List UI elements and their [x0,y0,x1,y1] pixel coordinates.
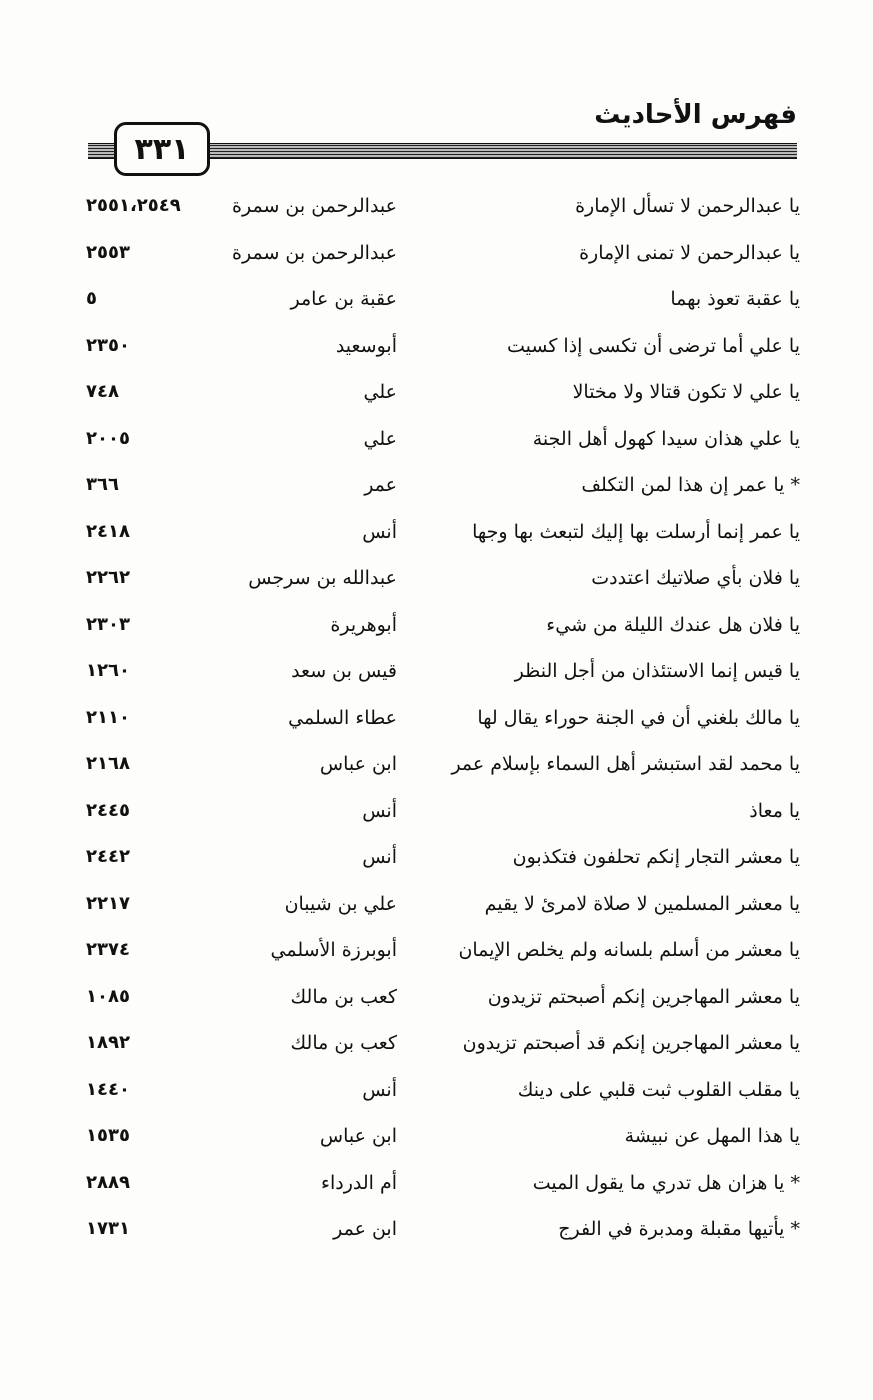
index-row [0,745,873,792]
narrator-name: عبدالرحمن بن سمرة [232,195,397,217]
narrator-name: قيس بن سعد [291,660,397,682]
reference-numbers: ١٥٣٥ [86,1125,130,1146]
narrator-name: أبوبرزة الأسلمي [270,939,397,961]
narrator-name: أم الدرداء [321,1171,397,1194]
reference-numbers: ٢١٦٨ [86,753,130,774]
narrator-name: أنس [362,799,397,822]
page-title: فهرس الأحاديث [594,100,797,130]
index-row [0,280,873,327]
narrator-name: كعب بن مالك [290,985,397,1008]
index-row [0,187,873,234]
index-row [0,513,873,560]
index-row [0,1164,873,1211]
reference-numbers: ٣٦٦ [86,474,119,495]
reference-numbers: ٢٥٥٣ [86,241,130,263]
hadith-text: * يأتيها مقبلة ومدبرة في الفرج [558,1218,800,1240]
narrator-name: ابن عباس [319,753,397,775]
hadith-text: * يا هزان هل تدري ما يقول الميت [532,1171,800,1194]
narrator-name: عطاء السلمي [288,706,397,729]
index-row [0,234,873,281]
reference-numbers: ٢٤١٨ [86,520,130,542]
hadith-text: يا هذا المهل عن نبيشة [624,1125,800,1147]
hadith-text: يا عبدالرحمن لا تمنى الإمارة [579,241,800,264]
narrator-name: أنس [362,1078,397,1101]
hadith-text: * يا عمر إن هذا لمن التكلف [581,474,800,496]
narrator-name: عقبة بن عامر [290,288,397,310]
hadith-text: يا عبدالرحمن لا تسأل الإمارة [575,195,800,217]
reference-numbers: ٢٣٧٤ [86,939,130,960]
narrator-name: كعب بن مالك [290,1032,397,1054]
reference-numbers: ١٧٣١ [86,1218,130,1239]
index-row [0,931,873,978]
hadith-text: يا علي لا تكون قتالا ولا مختالا [572,381,800,403]
reference-numbers: ١٤٤٠ [86,1078,130,1100]
index-row [0,1071,873,1118]
reference-numbers: ٥ [86,288,97,309]
reference-numbers: ٢٣٠٣ [86,613,130,635]
hadith-text: يا مقلب القلوب ثبت قلبي على دينك [517,1078,800,1101]
narrator-name: عبدالله بن سرجس [248,567,397,589]
reference-numbers: ٢٢١٧ [86,892,130,914]
reference-numbers: ٢٢٦٢ [86,567,130,588]
reference-numbers: ١٠٨٥ [86,985,130,1007]
hadith-text: يا مالك بلغني أن في الجنة حوراء يقال لها [477,706,800,729]
page-number: ٣٣١ [114,122,210,176]
index-row [0,792,873,839]
hadith-text: يا معاذ [749,799,800,822]
hadith-text: يا معشر المهاجرين إنكم أصبحتم تزيدون [487,985,800,1008]
index-row [0,606,873,653]
reference-numbers: ٢٨٨٩ [86,1171,130,1193]
hadith-text: يا معشر المهاجرين إنكم قد أصبحتم تزيدون [462,1032,800,1054]
hadith-text: يا محمد لقد استبشر أهل السماء بإسلام عمر [451,753,800,775]
reference-numbers: ٢٤٤٥ [86,799,130,821]
index-row [0,699,873,746]
index-row [0,1024,873,1071]
reference-numbers: ٢٠٠٥ [86,427,130,449]
hadith-text: يا فلان هل عندك الليلة من شيء [546,613,800,636]
hadith-text: يا عمر إنما أرسلت بها إليك لتبعث بها وجها [472,520,800,543]
hadith-index-list [0,187,873,1257]
reference-numbers: ٢١١٠ [86,706,130,728]
narrator-name: علي [363,427,397,450]
narrator-name: أبوسعيد [335,334,397,357]
hadith-text: يا معشر من أسلم بلسانه ولم يخلص الإيمان [458,939,800,961]
narrator-name: أنس [362,846,397,868]
hadith-text: يا قيس إنما الاستئذان من أجل النظر [514,660,800,682]
narrator-name: عمر [364,474,397,496]
index-row [0,1117,873,1164]
index-row [0,466,873,513]
narrator-name: علي [363,381,397,403]
reference-numbers: ٢٥٥١،٢٥٤٩ [86,195,181,216]
index-row [0,652,873,699]
index-row [0,420,873,467]
narrator-name: ابن عمر [333,1218,397,1240]
hadith-text: يا معشر المسلمين لا صلاة لامرئ لا يقيم [484,892,800,915]
index-row [0,559,873,606]
hadith-text: يا معشر التجار إنكم تحلفون فتكذبون [512,846,800,868]
narrator-name: أبوهريرة [330,613,397,636]
reference-numbers: ٧٤٨ [86,381,119,402]
index-row [0,1210,873,1257]
hadith-text: يا عقبة تعوذ بهما [670,288,800,310]
index-row [0,885,873,932]
reference-numbers: ٢٣٥٠ [86,334,130,356]
narrator-name: ابن عباس [319,1125,397,1147]
reference-numbers: ٢٤٤٢ [86,846,130,867]
index-row [0,327,873,374]
hadith-text: يا فلان بأي صلاتيك اعتددت [591,567,800,589]
narrator-name: عبدالرحمن بن سمرة [232,241,397,264]
reference-numbers: ١٢٦٠ [86,660,130,681]
index-row [0,373,873,420]
index-row [0,978,873,1025]
reference-numbers: ١٨٩٢ [86,1032,130,1053]
hadith-text: يا علي أما ترضى أن تكسى إذا كسيت [506,334,800,357]
narrator-name: علي بن شيبان [284,892,397,915]
hadith-text: يا علي هذان سيدا كهول أهل الجنة [532,427,800,450]
narrator-name: أنس [362,520,397,543]
index-row [0,838,873,885]
